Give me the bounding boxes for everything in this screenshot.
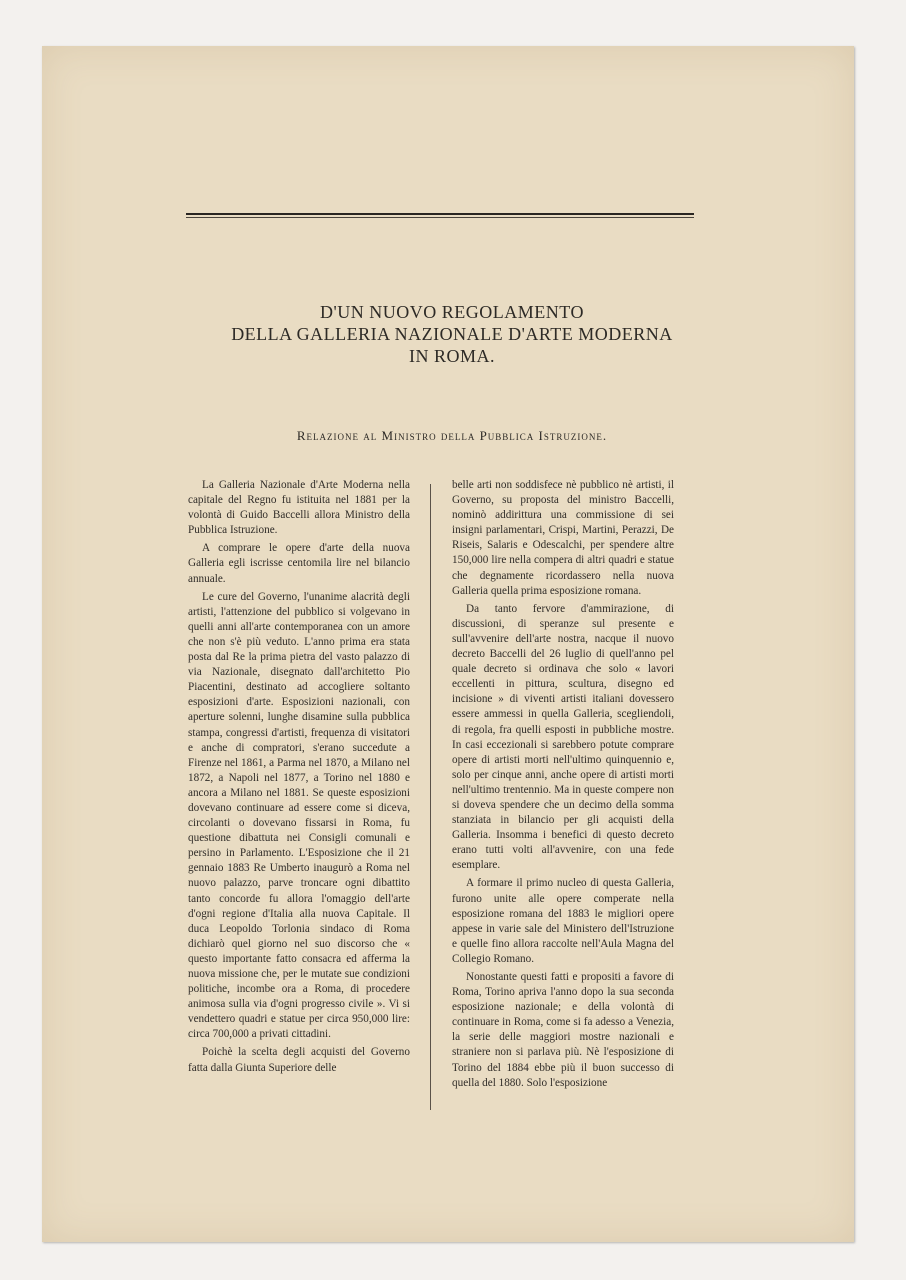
paragraph-continued: belle arti non soddisfece nè pubblico nè artisti, il Governo, su proposta del ministro Baccelli, nominò addirittura una commissione di sei insigni parlamentari, Crispi, Martini, Perazzi, De Riseis, Salaris e Odescalchi, per spendere altre 150,000 lire nella compera di altri quadri e statue che degnamente ricordassero nella nuova Galleria quella prima esposizione romana.: [452, 479, 674, 597]
paragraph: La Galleria Nazionale d'Arte Moderna nella capitale del Regno fu istituita nel 1881 per la volontà di Guido Baccelli allora Ministro della Pubblica Istruzione.: [188, 479, 410, 537]
paragraph: Poichè la scelta degli acquisti del Governo fatta dalla Giunta Superiore delle: [188, 1046, 410, 1074]
left-column: [188, 478, 410, 1079]
title-line-2: DELLA GALLERIA NAZIONALE D'ARTE MODERNA: [231, 324, 673, 344]
column-divider: [430, 484, 431, 1110]
paragraph: Da tanto fervore d'ammirazione, di discussioni, di speranze sul presente e sull'avvenire dell'arte nostra, nacque il nuovo decreto Baccelli del 26 luglio di quell'anno pel quale decreto si ordinava che solo « lavori eccellenti in pittura, scultura, disegno ed incisione » di viventi artisti italiani dovessero essere ammessi in quella Galleria, scegliendoli, di regola, fra quelli esposti in pubbliche mostre. In casi eccezionali si sarebbero potute comprare opere di artisti morti nell'ultimo quinquennio e, solo per cinque anni, anche opere di artisti morti nell'ultimo trentennio. Ma in queste compere non si doveva spendere che un decimo della somma stanziata in bilancio per gli acquisti della Galleria. Insomma i benefici di questo decreto erano tutti volti all'avvenire, con una fede esemplare.: [452, 602, 674, 872]
paragraph: Le cure del Governo, l'unanime alacrità degli artisti, l'attenzione del pubblico si volgevano in quelli anni all'arte contemporanea con un amore che non s'è più veduto. L'anno prima era stata posta dal Re la prima pietra del vasto palazzo di via Nazionale, disegnato dall'architetto Pio Piacentini, destinato ad accogliere soltanto esposizioni d'arte. Esposizioni nazionali, con aperture solenni, lunghe disamine sulla pubblica stampa, congressi d'artisti, frequenza di visitatori e anche di compratori, s'erano succedute a Firenze nel 1861, a Parma nel 1870, a Milano nel 1872, a Napoli nel 1877, a Torino nel 1880 e ancora a Milano nel 1881. Se queste esposizioni dovevano continuare ad essere come si diceva, circolanti o dovevano fissarsi in Roma, fu questione dibattuta nei Consigli comunali e persino in Parlamento. L'Esposizione che il 21 gennaio 1883 Re Umberto inaugurò a Roma nel nuovo palazzo, parve troncare ogni dibattito tanto concorde fu allora l'omaggio dell'arte d'ogni regione d'Italia alla nuova Capitale. Il duca Leopoldo Torlonia sindaco di Roma dichiarò quel giorno nel suo discorso che « questo importante fatto consacra ed afferma la nuova missione che, per le mutate sue condizioni politiche, incombe ora a Roma, di procedere animosa sulla via d'ogni progresso civile ». Vi si vendettero quadri e statue per circa 950,000 lire: circa 700,000 a privati cittadini.: [188, 590, 410, 1041]
header-rule: [186, 213, 694, 218]
paragraph: A formare il primo nucleo di questa Galleria, furono unite alle opere comperate nella esposizione romana del 1883 le migliori opere appese in varie sale del Ministero dell'Istruzione e quelle fino allora raccolte nell'Aula Magna del Collegio Romano.: [452, 877, 674, 965]
paragraph: A comprare le opere d'arte della nuova Galleria egli iscrisse centomila lire nel bilancio annuale.: [188, 542, 410, 585]
page-title: [162, 301, 742, 367]
title-line-1: D'UN NUOVO REGOLAMENTO: [320, 302, 584, 322]
title-line-3: IN ROMA.: [408, 346, 495, 366]
right-column: [452, 478, 674, 1094]
report-subtitle: Relazione al Ministro della Pubblica Istruzione.: [296, 428, 608, 443]
document-page: [42, 46, 854, 1242]
paragraph: Nonostante questi fatti e propositi a favore di Roma, Torino apriva l'anno dopo la sua seconda esposizione nazionale; e della volontà di continuare in Roma, come si fa adesso a Venezia, la serie delle maggiori mostre nazionali e straniere non si parlava più. Nè l'esposizione di Torino del 1884 ebbe più il buon successo di quella del 1880. Solo l'esposizione: [452, 971, 674, 1089]
